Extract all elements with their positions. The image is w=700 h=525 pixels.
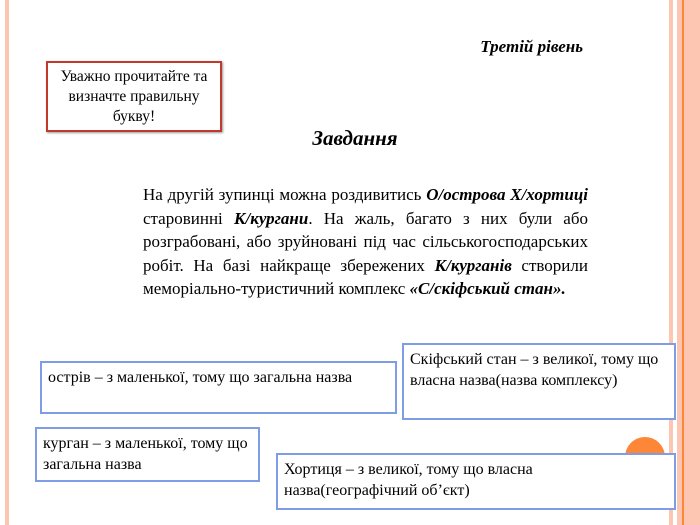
answer-kurhan: курган – з маленької, тому що загальна назва xyxy=(35,427,260,482)
right-border-band xyxy=(677,0,700,525)
emphasized-word: К/кургани xyxy=(233,208,309,228)
answer-skifskyi: Скіфський стан – з великої, тому що власна назва(назва комплексу) xyxy=(402,343,676,420)
paragraph-text: створили меморіально-туристичний комплекс xyxy=(143,255,588,299)
emphasized-word: К/курганів xyxy=(434,255,512,275)
hint-box: Уважно прочитайте та визначте правильну букву! xyxy=(46,61,222,132)
answer-khortytsia: Хортиця – з великої, тому що власна назва(географічний об’єкт) xyxy=(276,453,676,510)
emphasized-word: О/острова Х/хортиці xyxy=(426,185,588,204)
paragraph-text: . На жаль, багато з них були або розграбовані, або зруйновані під час сільськогосподарських робіт. На базі найкраще збережених xyxy=(143,208,588,275)
answer-ostriv: острів – з маленької, тому що загальна назва xyxy=(40,361,397,414)
left-border-stripe xyxy=(5,0,9,525)
paragraph-text: старовинні xyxy=(143,208,234,228)
emphasized-word: «С/скіфський стан». xyxy=(409,279,566,299)
right-border-line xyxy=(682,0,684,525)
page-title: Завдання xyxy=(312,126,398,150)
paragraph-text: На другій зупинці можна роздивитись xyxy=(143,185,427,204)
task-paragraph xyxy=(143,183,588,301)
right-border-stripe-thin xyxy=(669,0,673,525)
level-label: Третій рівень xyxy=(480,37,583,56)
